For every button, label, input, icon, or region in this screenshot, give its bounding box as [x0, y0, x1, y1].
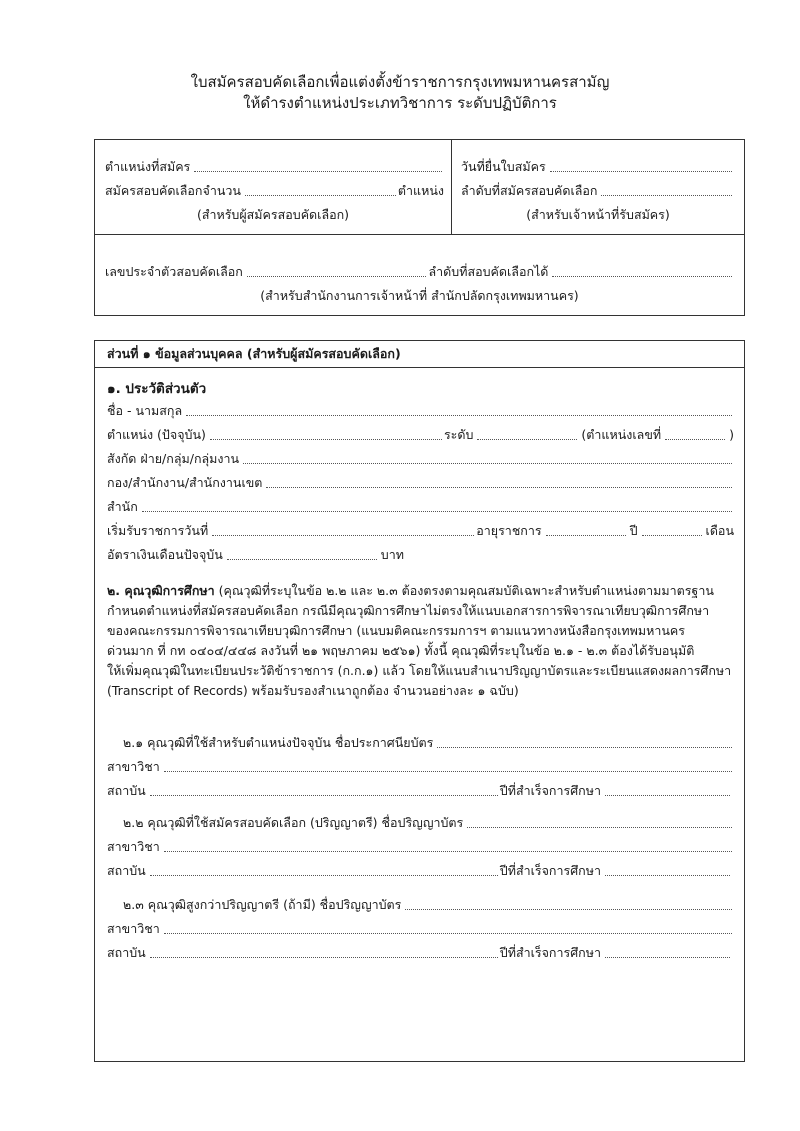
salary-label: อัตราเงินเดือนปัจจุบัน	[107, 547, 223, 562]
part1-header: ส่วนที่ ๑ ข้อมูลส่วนบุคคล (สำหรับผู้สมัครสอบคัดเลือก)	[107, 346, 401, 361]
institution-2-2-row	[107, 863, 734, 879]
service-age-label: อายุราชการ	[476, 523, 542, 538]
apply-count-label: สมัครสอบคัดเลือกจำนวน	[105, 183, 241, 198]
grad-year-2-3-field[interactable]	[605, 945, 730, 958]
section2-paragraph	[107, 581, 734, 701]
section2-heading: ๒. คุณวุฒิการศึกษา	[107, 583, 215, 598]
section2-text-line: ให้เพิ่มคุณวุฒิในทะเบียนประวัติข้าราชการ (ก.ก.๑) แล้ว โดยให้แนบสำเนาปริญญาบัตรและระเบียนแสดงผลการศึกษา	[107, 663, 732, 678]
grad-year-2-2-label: ปีที่สำเร็จการศึกษา	[499, 863, 601, 878]
hr-office-note: (สำหรับสำนักงานการเจ้าหน้าที่ สำนักปลัดกรุงเทพมหานคร)	[260, 288, 579, 303]
exam-id-field[interactable]	[247, 264, 427, 277]
position-row	[107, 427, 734, 443]
part1-header-divider	[95, 367, 744, 368]
major-2-1-row	[107, 759, 734, 775]
apply-count-unit: ตำแหน่ง	[397, 183, 444, 198]
major-2-3-row	[107, 921, 734, 937]
major-2-1-label: สาขาวิชา	[107, 759, 160, 774]
years-label: ปี	[629, 523, 638, 538]
major-2-1-field[interactable]	[164, 759, 732, 772]
start-date-field[interactable]	[212, 523, 474, 536]
position-applied-label: ตำแหน่งที่สมัคร	[105, 159, 191, 174]
form-title-line1: ใบสมัครสอบคัดเลือกเพื่อแต่งตั้งข้าราชการกรุงเทพมหานครสามัญ	[190, 73, 610, 91]
name-row	[107, 403, 734, 419]
name-label: ชื่อ - นามสกุล	[107, 403, 183, 418]
level-label: ระดับ	[443, 427, 474, 442]
exam-id-row	[105, 264, 734, 280]
division-field[interactable]	[266, 475, 732, 488]
section2-text-line: กำหนดตำแหน่งที่สมัครสอบคัดเลือก กรณีมีคุณวุฒิการศึกษาไม่ตรงให้แนบเอกสารการพิจารณาเทียบวุฒิการศึกษา	[107, 603, 710, 618]
institution-2-1-label: สถาบัน	[107, 783, 146, 798]
affiliation-row	[107, 451, 734, 467]
qualification-2-1-row	[107, 735, 734, 751]
institution-2-3-label: สถาบัน	[107, 945, 146, 960]
service-years-field[interactable]	[546, 523, 626, 536]
position-applied-row	[105, 159, 444, 175]
exam-rank-label: ลำดับที่สอบคัดเลือกได้	[428, 264, 549, 279]
qualification-2-3-row	[107, 897, 734, 913]
qualification-2-2-row	[107, 815, 734, 831]
salary-row	[107, 547, 404, 563]
qualification-2-2-field[interactable]	[467, 815, 732, 828]
name-field[interactable]	[186, 403, 732, 416]
grad-year-2-2-field[interactable]	[605, 863, 730, 876]
institution-2-3-field[interactable]	[150, 945, 498, 958]
salary-unit: บาท	[380, 547, 404, 562]
submit-date-field[interactable]	[550, 159, 732, 172]
salary-field[interactable]	[227, 547, 377, 560]
position-applied-field[interactable]	[194, 159, 442, 172]
major-2-3-field[interactable]	[164, 921, 732, 934]
exam-rank-field[interactable]	[552, 264, 732, 277]
affiliation-label: สังกัด ฝ่าย/กลุ่ม/กลุ่มงาน	[107, 451, 240, 466]
grad-year-2-1-field[interactable]	[605, 783, 730, 796]
section2-text-line: ของคณะกรรมการพิจารณาเทียบวุฒิการศึกษา (แนบมติคณะกรรมการฯ ตามแนวทางหนังสือกรุงเทพมหานคร	[107, 623, 686, 638]
horizontal-divider	[95, 234, 744, 235]
section2-text-line: (Transcript of Records) พร้อมรับรองสำเนาถูกต้อง จำนวนอย่างละ ๑ ฉบับ)	[107, 683, 519, 698]
institution-2-2-label: สถาบัน	[107, 863, 146, 878]
institution-2-1-row	[107, 783, 734, 799]
affiliation-field[interactable]	[243, 451, 732, 464]
major-2-2-row	[107, 839, 734, 855]
current-position-field[interactable]	[210, 427, 442, 440]
position-no-label: (ตำแหน่งเลขที่	[581, 427, 662, 442]
start-date-label: เริ่มรับราชการวันที่	[107, 523, 209, 538]
part1-box	[94, 340, 745, 1062]
position-no-close: )	[729, 427, 734, 442]
qualification-2-3-field[interactable]	[405, 897, 732, 910]
section2-text-line: (คุณวุฒิที่ระบุในข้อ ๒.๒ และ ๒.๓ ต้องตรงตามคุณสมบัติเฉพาะสำหรับตำแหน่งตามมาตรฐาน	[218, 583, 714, 598]
major-2-2-field[interactable]	[164, 839, 732, 852]
section2-text-line: ด่วนมาก ที่ กท ๐๔๐๔/๔๔๘ ลงวันที่ ๒๑ พฤษภาคม ๒๕๖๑) ทั้งนี้ คุณวุฒิที่ระบุในข้อ ๒.๑ - ๒.๓ ต้องได้รับอนุมัติ	[107, 643, 695, 658]
grad-year-2-3-label: ปีที่สำเร็จการศึกษา	[499, 945, 601, 960]
institution-2-1-field[interactable]	[150, 783, 498, 796]
position-no-field[interactable]	[665, 427, 725, 440]
division-row	[107, 475, 734, 491]
major-2-2-label: สาขาวิชา	[107, 839, 160, 854]
applicant-order-field[interactable]	[601, 183, 732, 196]
institution-2-2-field[interactable]	[150, 863, 498, 876]
exam-id-label: เลขประจำตัวสอบคัดเลือก	[105, 264, 243, 279]
office-label: สำนัก	[107, 499, 138, 514]
submit-date-row	[461, 159, 734, 175]
applicant-order-row	[461, 183, 734, 199]
current-position-label: ตำแหน่ง (ปัจจุบัน)	[107, 427, 206, 442]
form-title-line2: ให้ดำรงตำแหน่งประเภทวิชาการ ระดับปฏิบัติการ	[243, 94, 557, 112]
service-months-field[interactable]	[642, 523, 702, 536]
applicant-order-label: ลำดับที่สมัครสอบคัดเลือก	[461, 183, 598, 198]
major-2-3-label: สาขาวิชา	[107, 921, 160, 936]
grad-year-2-1-label: ปีที่สำเร็จการศึกษา	[499, 783, 601, 798]
office-use-box	[94, 139, 745, 316]
level-field[interactable]	[477, 427, 577, 440]
institution-2-3-row	[107, 945, 734, 961]
qualification-2-2-label: ๒.๒ คุณวุฒิที่ใช้สมัครสอบคัดเลือก (ปริญญาตรี) ชื่อปริญญาบัตร	[123, 815, 464, 830]
staff-note: (สำหรับเจ้าหน้าที่รับสมัคร)	[526, 207, 670, 222]
qualification-2-3-label: ๒.๓ คุณวุฒิสูงกว่าปริญญาตรี (ถ้ามี) ชื่อปริญญาบัตร	[123, 897, 402, 912]
months-label: เดือน	[705, 523, 734, 538]
submit-date-label: วันที่ยื่นใบสมัคร	[461, 159, 546, 174]
qualification-2-1-field[interactable]	[437, 735, 732, 748]
service-row	[107, 523, 734, 539]
apply-count-row	[105, 183, 444, 199]
section1-heading: ๑. ประวัติส่วนตัว	[107, 381, 207, 397]
qualification-2-1-label: ๒.๑ คุณวุฒิที่ใช้สำหรับตำแหน่งปัจจุบัน ชื่อประกาศนียบัตร	[123, 735, 434, 750]
division-label: กอง/สำนักงาน/สำนักงานเขต	[107, 475, 263, 490]
office-row	[107, 499, 734, 515]
apply-count-field[interactable]	[245, 183, 396, 196]
applicant-note: (สำหรับผู้สมัครสอบคัดเลือก)	[196, 207, 350, 222]
office-field[interactable]	[142, 499, 732, 512]
